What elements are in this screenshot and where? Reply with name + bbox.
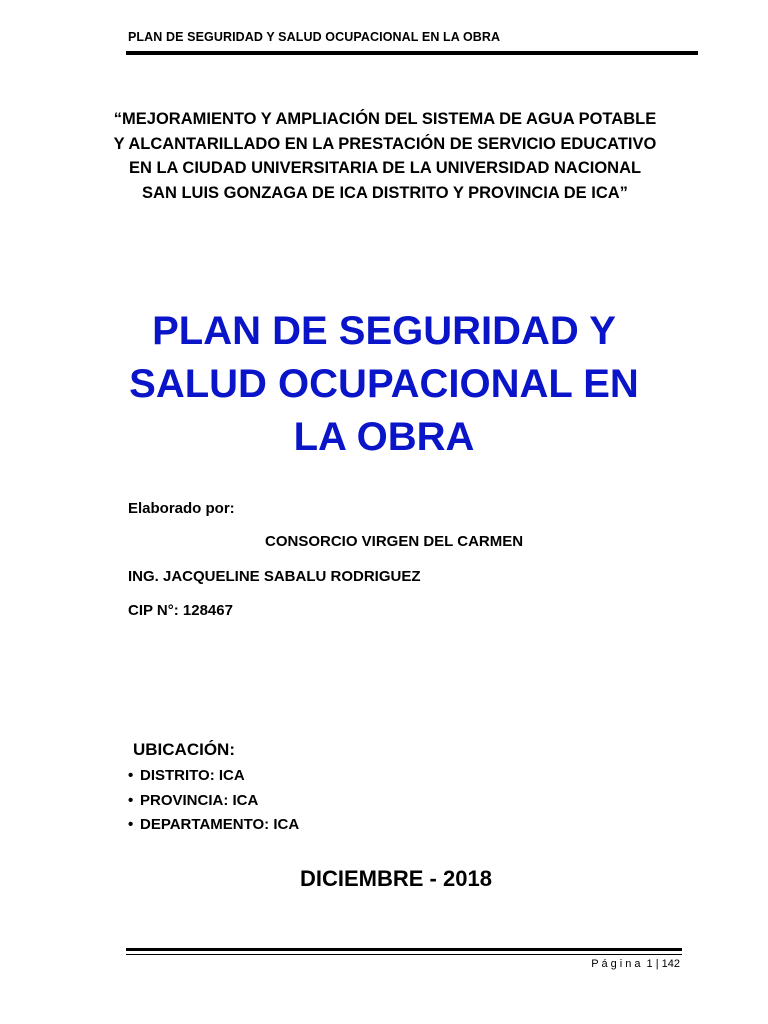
location-item-text: PROVINCIA: ICA <box>140 791 259 809</box>
location-item <box>128 766 299 791</box>
bullet-icon: • <box>128 791 134 809</box>
project-title-line: Y ALCANTARILLADO EN LA PRESTACIÓN DE SERVICIO EDUCATIVO <box>113 134 657 153</box>
document-title-line: PLAN DE SEGURIDAD Y <box>152 309 616 353</box>
page-separator: | <box>655 958 659 970</box>
project-title-line: “MEJORAMIENTO Y AMPLIACIÓN DEL SISTEMA DE AGUA POTABLE <box>113 110 657 128</box>
page-current: 1 <box>646 958 653 970</box>
bullet-icon: • <box>128 816 134 833</box>
location-item-text: DISTRITO: ICA <box>140 767 245 784</box>
document-title-line: SALUD OCUPACIONAL EN <box>129 362 639 406</box>
cip-number: CIP N°: 128467 <box>128 602 233 619</box>
project-title <box>60 107 710 205</box>
location-item <box>128 815 299 840</box>
page-total: 142 <box>661 958 680 970</box>
location-heading: UBICACIÓN: <box>133 740 235 759</box>
location-item <box>128 791 299 816</box>
project-title-line: SAN LUIS GONZAGA DE ICA DISTRITO Y PROVINCIA DE ICA” <box>142 183 628 202</box>
document-title <box>60 305 708 464</box>
document-date: DICIEMBRE - 2018 <box>300 866 492 891</box>
header-rule <box>126 51 698 55</box>
footer-rule <box>126 954 682 955</box>
company-name: CONSORCIO VIRGEN DEL CARMEN <box>265 533 524 550</box>
engineer-name: ING. JACQUELINE SABALU RODRIGUEZ <box>128 568 421 585</box>
document-title-line: LA OBRA <box>293 415 475 459</box>
location-item-text: DEPARTAMENTO: ICA <box>140 816 300 833</box>
page-number <box>591 958 680 970</box>
running-header: PLAN DE SEGURIDAD Y SALUD OCUPACIONAL EN LA OBRA <box>128 30 501 44</box>
prepared-by-label: Elaborado por: <box>128 500 235 517</box>
footer-rule <box>126 948 682 951</box>
location-list <box>128 766 299 840</box>
project-title-line: EN LA CIUDAD UNIVERSITARIA DE LA UNIVERSIDAD NACIONAL <box>128 159 642 177</box>
bullet-icon: • <box>128 767 134 784</box>
page-word: Página <box>591 958 644 970</box>
